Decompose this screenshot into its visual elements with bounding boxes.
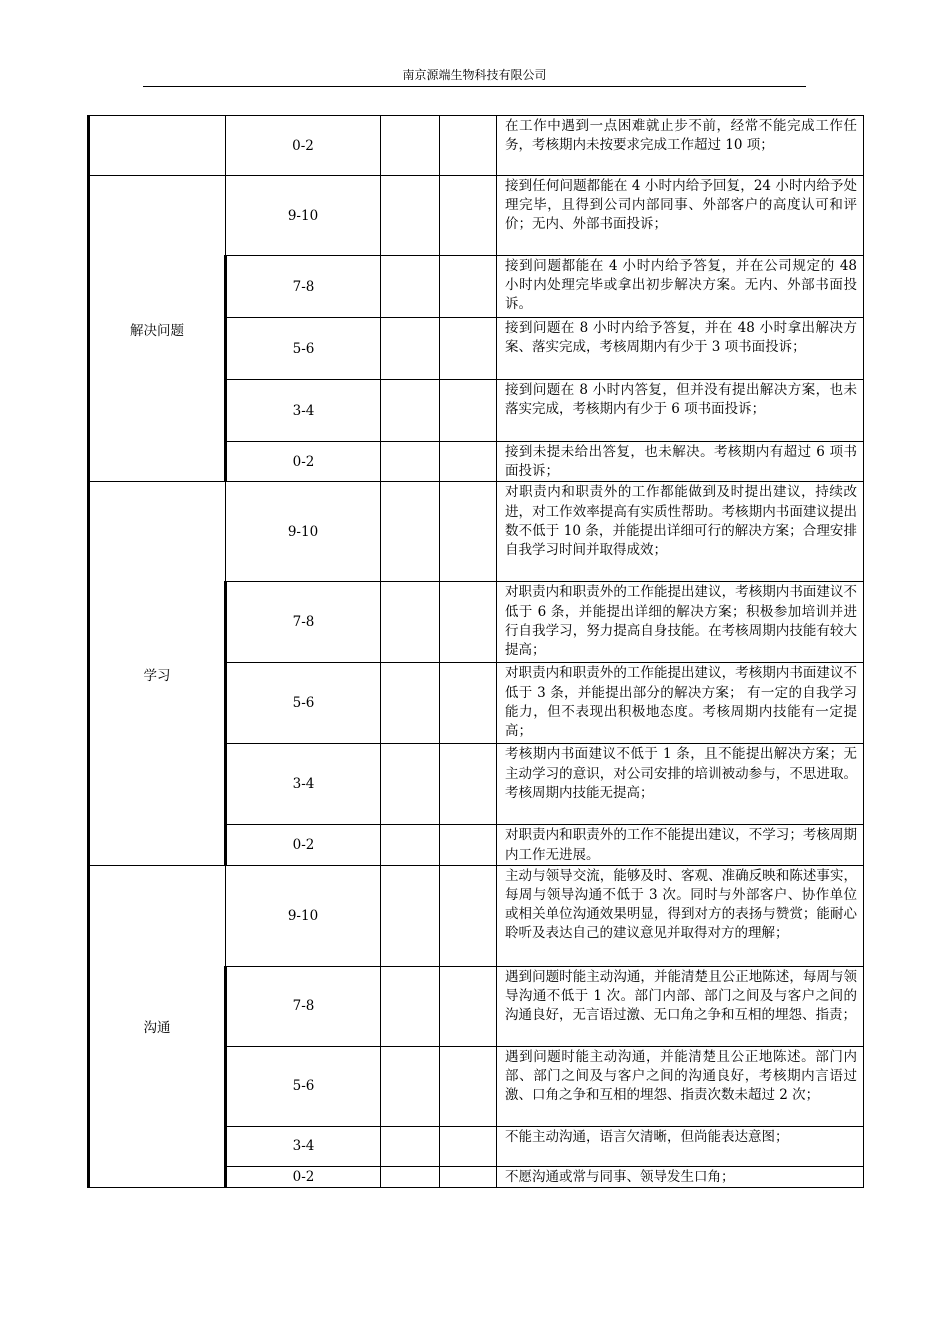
empty-cell <box>440 318 497 380</box>
description-cell: 接到问题都能在 4 小时内给予答复，并在公司规定的 48 小时内处理完毕或拿出初步解决方案。无内、外部书面投诉。 <box>497 256 864 318</box>
empty-cell <box>440 865 497 966</box>
category-cell: 解决问题 <box>89 176 226 482</box>
empty-cell <box>381 176 440 256</box>
score-cell: 0-2 <box>226 442 381 482</box>
empty-cell <box>381 1126 440 1166</box>
empty-cell <box>381 442 440 482</box>
table-row <box>89 482 864 582</box>
description-cell: 对职责内和职责外的工作都能做到及时提出建议，持续改进，对工作效率提高有实质性帮助。考核期内书面建议提出数不低于 10 条，并能提出详细可行的解决方案；合理安排自我学习时间并取得成效； <box>497 482 864 582</box>
score-cell: 0-2 <box>226 116 381 176</box>
empty-cell <box>440 1126 497 1166</box>
description-cell: 接到问题在 8 小时内答复，但并没有提出解决方案，也未落实完成，考核期内有少于 6 项书面投诉； <box>497 380 864 442</box>
empty-cell <box>440 256 497 318</box>
empty-cell <box>381 865 440 966</box>
score-cell: 9-10 <box>226 176 381 256</box>
category-cell: 学习 <box>89 482 226 865</box>
score-cell: 3-4 <box>226 744 381 825</box>
table-row <box>89 865 864 966</box>
description-cell: 接到问题在 8 小时内给予答复，并在 48 小时拿出解决方案、落实完成，考核周期内有少于 3 项书面投诉； <box>497 318 864 380</box>
description-cell: 对职责内和职责外的工作能提出建议，考核期内书面建议不低于 3 条，并能提出部分的解决方案； 有一定的自我学习能力，但不表现出积极地态度。考核周期内技能有一定提高； <box>497 663 864 744</box>
empty-cell <box>440 1166 497 1187</box>
score-cell: 0-2 <box>226 1166 381 1187</box>
empty-cell <box>381 966 440 1046</box>
description-cell: 在工作中遇到一点困难就止步不前，经常不能完成工作任务，考核期内未按要求完成工作超过 10 项； <box>497 116 864 176</box>
empty-cell <box>381 1166 440 1187</box>
score-cell: 9-10 <box>226 482 381 582</box>
score-cell: 7-8 <box>226 582 381 663</box>
description-cell: 对职责内和职责外的工作不能提出建议，不学习；考核周期内工作无进展。 <box>497 825 864 865</box>
empty-cell <box>381 825 440 865</box>
score-cell: 9-10 <box>226 865 381 966</box>
description-cell: 不能主动沟通，语言欠清晰，但尚能表达意图； <box>497 1126 864 1166</box>
score-cell: 7-8 <box>226 966 381 1046</box>
empty-cell <box>381 582 440 663</box>
empty-cell <box>381 256 440 318</box>
empty-cell <box>440 176 497 256</box>
empty-cell <box>440 116 497 176</box>
empty-cell <box>381 482 440 582</box>
empty-cell <box>440 966 497 1046</box>
description-cell: 遇到问题时能主动沟通，并能清楚且公正地陈述，每周与领导沟通不低于 1 次。部门内部、部门之间及与客户之间的沟通良好，无言语过激、无口角之争和互相的埋怨、指责； <box>497 966 864 1046</box>
description-cell: 遇到问题时能主动沟通，并能清楚且公正地陈述。部门内部、部门之间及与客户之间的沟通良好，考核期内言语过激、口角之争和互相的埋怨、指责次数未超过 2 次； <box>497 1046 864 1126</box>
description-cell: 不愿沟通或常与同事、领导发生口角； <box>497 1166 864 1187</box>
company-name: 南京源端生物科技有限公司 <box>402 68 547 82</box>
empty-cell <box>381 744 440 825</box>
empty-cell <box>440 482 497 582</box>
empty-cell <box>381 116 440 176</box>
description-cell: 接到任何问题都能在 4 小时内给予回复，24 小时内给予处理完毕，且得到公司内部同事、外部客户的高度认可和评价；无内、外部书面投诉； <box>497 176 864 256</box>
score-cell: 3-4 <box>226 380 381 442</box>
description-cell: 对职责内和职责外的工作能提出建议，考核期内书面建议不低于 6 条，并能提出详细的解决方案；积极参加培训并进行自我学习，努力提高自身技能。在考核周期内技能有较大提高； <box>497 582 864 663</box>
score-cell: 0-2 <box>226 825 381 865</box>
description-cell: 主动与领导交流，能够及时、客观、准确反映和陈述事实，每周与领导沟通不低于 3 次。同时与外部客户、协作单位或相关单位沟通效果明显，得到对方的表扬与赞赏；能耐心聆听及表达自己的建议意见并取得对方的理解； <box>497 865 864 966</box>
empty-cell <box>381 380 440 442</box>
empty-cell <box>381 318 440 380</box>
evaluation-table <box>87 115 864 1188</box>
score-cell: 5-6 <box>226 663 381 744</box>
empty-cell <box>440 442 497 482</box>
score-cell: 5-6 <box>226 1046 381 1126</box>
empty-cell <box>440 825 497 865</box>
empty-cell <box>440 663 497 744</box>
empty-cell <box>440 582 497 663</box>
empty-cell <box>440 744 497 825</box>
score-cell: 7-8 <box>226 256 381 318</box>
description-cell: 接到未提未给出答复，也未解决。考核期内有超过 6 项书面投诉； <box>497 442 864 482</box>
category-cell: 沟通 <box>89 865 226 1187</box>
table-row <box>89 116 864 176</box>
page-header <box>143 66 806 87</box>
empty-cell <box>440 1046 497 1126</box>
description-cell: 考核期内书面建议不低于 1 条，且不能提出解决方案；无主动学习的意识，对公司安排的培训被动参与，不思进取。考核周期内技能无提高； <box>497 744 864 825</box>
empty-cell <box>381 1046 440 1126</box>
score-cell: 5-6 <box>226 318 381 380</box>
category-cell <box>89 116 226 176</box>
table-row <box>89 176 864 256</box>
empty-cell <box>440 380 497 442</box>
score-cell: 3-4 <box>226 1126 381 1166</box>
empty-cell <box>381 663 440 744</box>
